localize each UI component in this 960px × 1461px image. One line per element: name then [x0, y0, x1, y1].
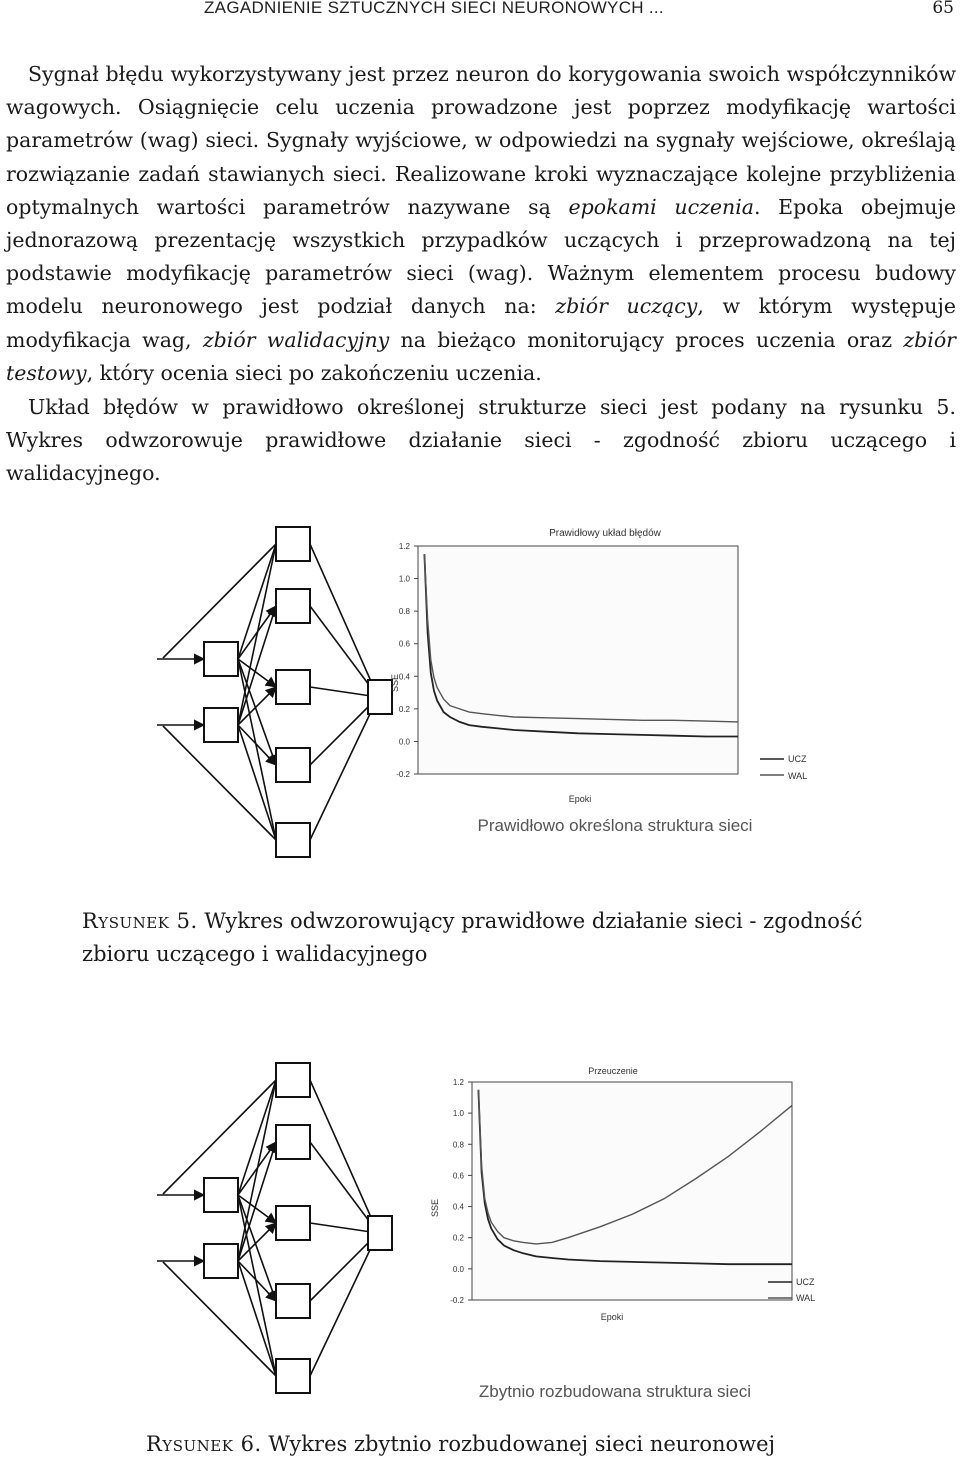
- y-tick-label: -0.2: [396, 770, 410, 779]
- y-tick-label: 0.0: [398, 737, 410, 747]
- x-axis-label: Epoki: [600, 1312, 624, 1322]
- connection: [163, 1262, 276, 1376]
- caption-label: Rysunek 6.: [146, 1432, 262, 1456]
- input-neuron: [204, 1244, 238, 1278]
- caption-text: Wykres odwzorowujący prawidłowe działanie sieci - zgodność zbioru uczącego i walidacyjnego: [82, 909, 863, 966]
- term-zbior-testowy: zbiór testowy: [6, 327, 956, 385]
- hidden-neuron: [276, 1063, 310, 1097]
- input-neuron: [204, 642, 238, 676]
- hidden-neuron: [276, 1206, 310, 1240]
- legend-ucz-label: UCZ: [796, 1277, 815, 1287]
- figure-bottom-label: Zbytnio rozbudowana struktura sieci: [478, 1382, 752, 1401]
- connection: [238, 606, 276, 725]
- y-tick-label: 1.2: [398, 542, 410, 551]
- y-tick-label: 1.0: [452, 1109, 464, 1119]
- hidden-neuron: [276, 1359, 310, 1393]
- figure-6-error-chart: [430, 1058, 880, 1408]
- connection: [238, 544, 276, 725]
- connection: [163, 544, 276, 658]
- running-title: ZAGADNIENIE SZTUCZNYCH SIECI NEURONOWYCH ...: [204, 0, 664, 17]
- y-tick-label: 0.6: [398, 639, 410, 649]
- y-tick-label: 0.6: [452, 1171, 464, 1181]
- connection: [163, 1080, 276, 1194]
- connection: [238, 1261, 276, 1376]
- x-axis-label: Epoki: [568, 794, 592, 804]
- connection: [238, 1142, 276, 1261]
- chart-title: Prawidłowy układ błędów: [549, 528, 661, 539]
- chart-title: Przeuczenie: [588, 1066, 638, 1076]
- hidden-neuron: [276, 1284, 310, 1318]
- running-header: [0, 0, 960, 24]
- hidden-neuron: [276, 748, 310, 782]
- y-tick-label: 0.4: [452, 1202, 464, 1212]
- legend-wal-label: WAL: [788, 771, 808, 781]
- y-tick-label: 0.2: [398, 704, 410, 714]
- connection: [310, 1233, 378, 1376]
- connection: [238, 1080, 276, 1261]
- figure-6-caption: [146, 1428, 906, 1461]
- y-tick-label: 0.0: [452, 1264, 464, 1274]
- y-tick-label: 0.8: [452, 1140, 464, 1150]
- hidden-neuron: [276, 670, 310, 704]
- legend-ucz-label: UCZ: [788, 754, 807, 764]
- figure-6-network-diagram: [155, 1058, 395, 1420]
- output-neuron: [368, 680, 392, 714]
- connection: [238, 1261, 276, 1301]
- hidden-neuron: [276, 1125, 310, 1159]
- y-tick-label: 1.0: [398, 574, 410, 584]
- figure-5-error-chart: [390, 520, 860, 880]
- connection: [238, 725, 276, 840]
- y-tick-label: 1.2: [452, 1078, 464, 1087]
- term-zbior-uczacy: zbiór uczący: [555, 294, 698, 319]
- page-number: 65: [932, 0, 954, 18]
- connection: [163, 726, 276, 840]
- figure-5-network-diagram: [155, 522, 395, 884]
- figure-5-caption: [82, 905, 882, 971]
- hidden-neuron: [276, 589, 310, 623]
- connection: [238, 544, 276, 659]
- term-epokami-uczenia: epokami uczenia: [568, 194, 754, 219]
- output-neuron: [368, 1216, 392, 1250]
- y-axis-label: SSE: [390, 673, 400, 693]
- term-zbior-walidacyjny: zbiór walidacyjny: [202, 327, 390, 352]
- caption-label: Rysunek 5.: [82, 909, 198, 933]
- input-neuron: [204, 708, 238, 742]
- paragraph-1: Sygnał błędu wykorzystywany jest przez neuron do korygowania swoich współczynników wagowych. Osiągnięcie celu uczenia prowadzone jest poprzez modyfikację wartości parametrów (wag) sieci. Sygnały wyjściowe, w odpowiedzi na sygnały wejściowe, określają rozwiązanie zadań stawianych sieci. Realizowane kroki wyznaczające kolejne przybliżenia optymalnych wartości parametrów nazywane są epokami uczenia. Epoka obejmuje jednorazową prezentację wszystkich przypadków uczących i przeprowadzoną na tej podstawie modyfikację parametrów sieci (wag). Ważnym elementem procesu budowy modelu neuronowego jest podział danych na: zbiór uczący, w którym występuje modyfikacja wag, zbiór walidacyjny na bieżąco monitorujący proces uczenia oraz zbiór testowy, który ocenia sieci po zakończeniu uczenia.: [6, 62, 956, 385]
- figure-bottom-label: Prawidłowo określona struktura sieci: [477, 816, 753, 835]
- body-text: [6, 58, 956, 491]
- input-neuron: [204, 1178, 238, 1212]
- y-tick-label: 0.8: [398, 607, 410, 617]
- plot-area: [472, 1082, 792, 1300]
- plot-area: [418, 546, 738, 774]
- connection: [310, 697, 378, 840]
- y-tick-label: 0.2: [452, 1233, 464, 1243]
- legend-wal-label: WAL: [796, 1293, 816, 1303]
- paragraph-2: Układ błędów w prawidłowo określonej strukturze sieci jest podany na rysunku 5. Wykres odwzorowuje prawidłowe działanie sieci - zgodność zbioru uczącego i walidacyjnego.: [6, 395, 956, 486]
- y-axis-label: SSE: [430, 1198, 440, 1218]
- y-tick-label: 0.4: [398, 672, 410, 682]
- connection: [238, 1080, 276, 1195]
- caption-text: Wykres zbytnio rozbudowanej sieci neuronowej: [268, 1432, 776, 1456]
- hidden-neuron: [276, 823, 310, 857]
- connection: [238, 725, 276, 765]
- hidden-neuron: [276, 527, 310, 561]
- y-tick-label: -0.2: [450, 1296, 464, 1305]
